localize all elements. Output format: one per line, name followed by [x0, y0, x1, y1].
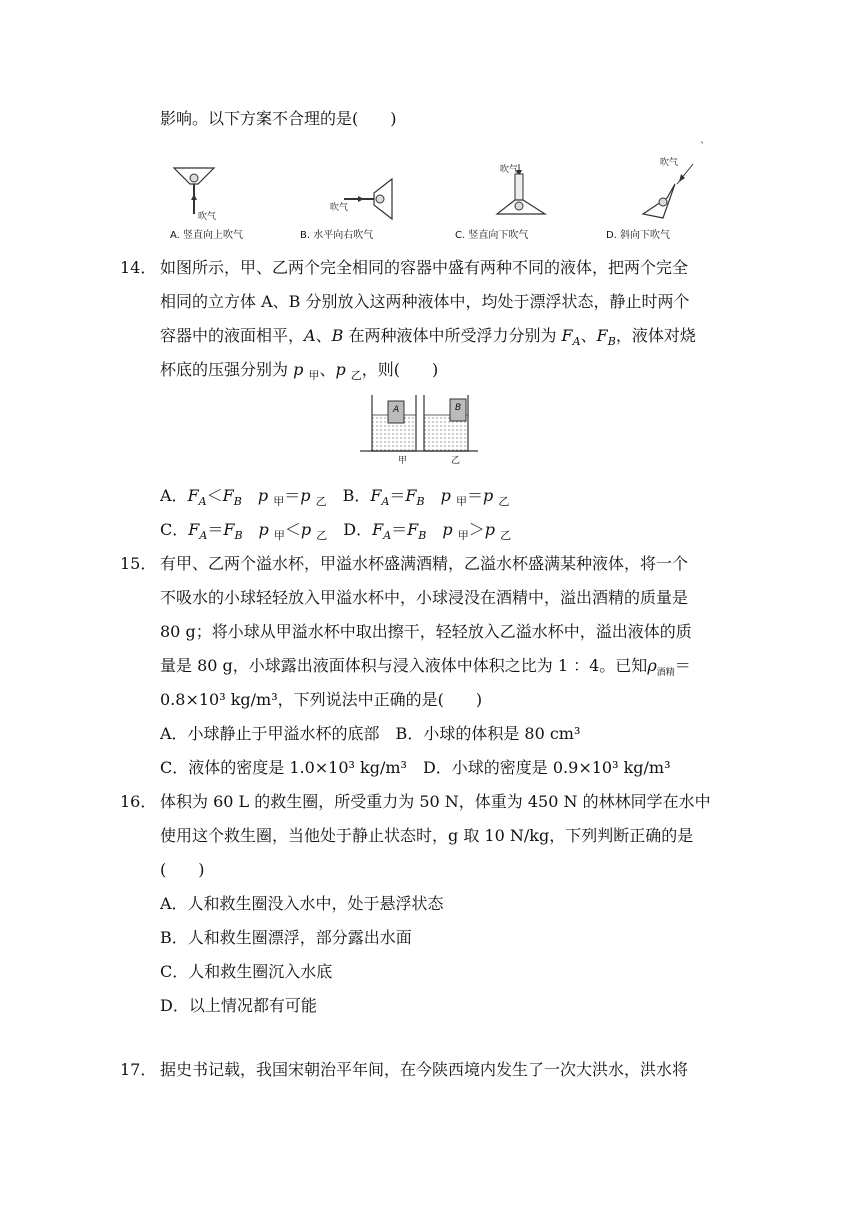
q13-blow-label-a: 吹气 — [198, 212, 217, 222]
q15-line-3: 80 g；将小球从甲溢水杯中取出擦干，轻轻放入乙溢水杯中，溢出液体的质 — [160, 622, 692, 641]
q15-options-row-2: C．液体的密度是 1.0×10³ kg/m³ D．小球的密度是 0.9×10³ kg/m³ — [160, 758, 671, 777]
q15-rho-sub: 酒精 — [656, 668, 675, 679]
q14-label-yi: 乙 — [451, 456, 461, 466]
q16-option-b: B．人和救生圈漂浮，部分露出水面 — [160, 928, 412, 947]
q13-blow-label-d: 吹气 — [660, 158, 679, 168]
q13-figure-label-a: A. 竖直向上吹气 — [170, 230, 244, 241]
q14-line-1: 如图所示，甲、乙两个完全相同的容器中盛有两种不同的液体，把两个完全 — [160, 258, 689, 277]
q15-number: 15． — [120, 554, 157, 573]
q16-line-2: 使用这个救生圈，当他处于静止状态时，g 取 10 N/kg，下列判断正确的是 — [160, 826, 694, 845]
q14-line-2: 相同的立方体 A、B 分别放入这两种液体中，均处于漂浮状态，静止时两个 — [160, 292, 690, 311]
q13-blow-label-c: 吹气 — [500, 165, 519, 175]
q14-block-b-label: B — [455, 403, 462, 413]
q13-blow-label-b: 吹气 — [330, 203, 349, 213]
q15-line-4-text: 量是 80 g，小球露出液面体积与浸入液体中体积之比为 1 ：4。已知 — [160, 656, 648, 675]
q13-figure-b — [330, 175, 400, 225]
q14-line-4: 杯底的压强分别为 p $_甲$、p $_乙$，则( ) — [160, 360, 439, 383]
q15-line-2: 不吸水的小球轻轻放入甲溢水杯中，小球浸没在酒精中，溢出酒精的质量是 — [160, 588, 689, 607]
q15-line-4: 量是 80 g，小球露出液面体积与浸入液体中体积之比为 1 ：4。已知$\rho_{酒精}=$ — [160, 656, 691, 679]
q16-option-d: D．以上情况都有可能 — [160, 996, 317, 1015]
q13-figure-label-d: D. 斜向下吹气 — [606, 230, 671, 241]
q16-line-1: 体积为 60 L 的救生圈，所受重力为 50 N，体重为 450 N 的林林同学在水中 — [160, 792, 711, 811]
q14-number: 14． — [120, 258, 157, 277]
q14-block-a-label: A — [393, 405, 400, 415]
q15-line-1: 有甲、乙两个溢水杯，甲溢水杯盛满酒精，乙溢水杯盛满某种液体，将一个 — [160, 554, 689, 573]
q16-option-a: A．人和救生圈没入水中，处于悬浮状态 — [160, 894, 444, 913]
q17-line-1: 据史书记载，我国宋朝治平年间，在今陕西境内发生了一次大洪水，洪水将 — [160, 1060, 689, 1079]
q15-line-5: 0.8×10³ kg/m³，下列说法中正确的是( ) — [160, 690, 483, 709]
q14-line-3: 容器中的液面相平，A、B 在两种液体中所受浮力分别为 $F_A$、$F_B$，液体对烧 — [160, 326, 696, 349]
q13-figure-label-c: C. 竖直向下吹气 — [455, 230, 529, 241]
q17-number: 17． — [120, 1060, 157, 1079]
q13-text-tail: 影响。以下方案不合理的是( ) — [160, 109, 397, 128]
q13-figure-a — [170, 164, 220, 219]
q16-number: 16． — [120, 792, 157, 811]
q14-options-row-1: A．$F_A<F_B$ p $_甲$＝p $_乙$ B．$F_A=F_B$ p $_甲$＝p $_乙$ — [160, 486, 510, 509]
q16-line-3: ( ) — [160, 860, 205, 879]
stray-mark: ` — [700, 142, 705, 153]
q13-figure-label-b: B. 水平向右吹气 — [300, 230, 374, 241]
q14-options-row-2: C．$F_A=F_B$ p $_甲$＜p $_乙$ D．$F_A=F_B$ p $_甲$＞p $_乙$ — [160, 520, 512, 543]
q16-option-c: C．人和救生圈沉入水底 — [160, 962, 333, 981]
q15-options-row-1: A．小球静止于甲溢水杯的底部 B．小球的体积是 80 cm³ — [160, 724, 581, 743]
q14-label-jia: 甲 — [398, 456, 408, 466]
q14-figure — [360, 393, 480, 465]
